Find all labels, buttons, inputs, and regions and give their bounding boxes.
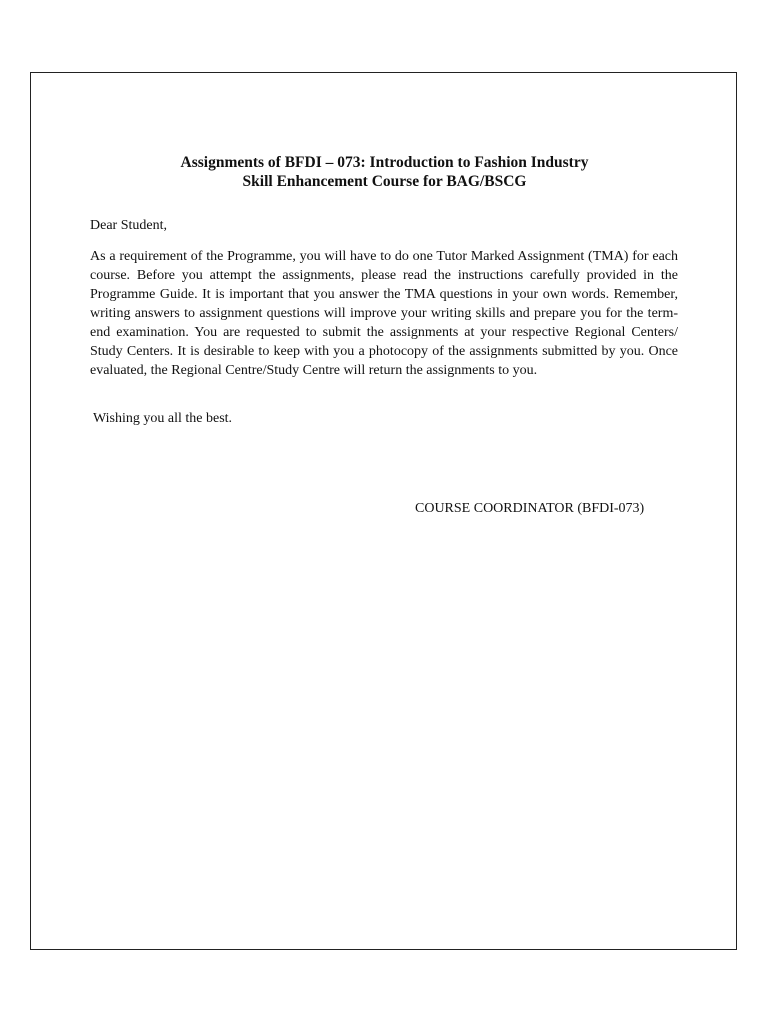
document-title: [31, 153, 738, 191]
closing-line: Wishing you all the best.: [93, 411, 233, 426]
title-line-1: Assignments of BFDI – 073: Introduction to Fashion Industry: [180, 154, 589, 171]
salutation: Dear Student,: [90, 218, 167, 233]
document-page: [30, 72, 737, 950]
signature-line: COURSE COORDINATOR (BFDI-073): [415, 501, 645, 516]
body-paragraph: As a requirement of the Programme, you will have to do one Tutor Marked Assignment (TMA) for each course. Before you attempt the assignments, please read the instructions carefully provided in the Programme Guide. It is important that you answer the TMA questions in your own words. Remember, writing answers to assignment questions will improve your writing skills and prepare you for the term-end examination. You are requested to submit the assignments at your respective Regional Centers/ Study Centers. It is desirable to keep with you a photocopy of the assignments submitted by you. Once evaluated, the Regional Centre/Study Centre will return the assignments to you.: [90, 249, 678, 378]
title-line-2: Skill Enhancement Course for BAG/BSCG: [242, 173, 527, 190]
